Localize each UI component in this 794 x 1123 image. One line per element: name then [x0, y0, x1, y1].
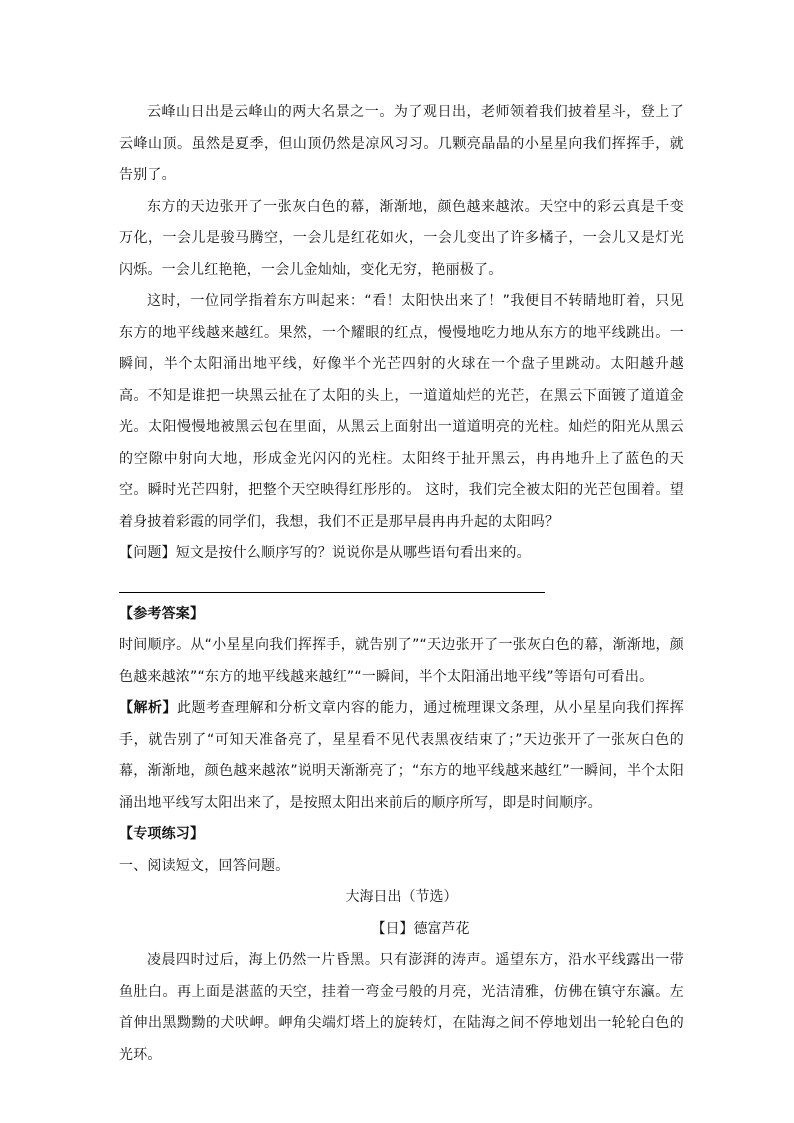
article-author: 【日】德富芦花: [371, 920, 470, 937]
passage-paragraph-1: 云峰山日出是云峰山的两大名景之一。为了观日出，老师领着我们披着星斗，登上了云峰山顶。虽然是夏季，但山顶仍然是凉风习习。几颗亮晶晶的小星星向我们挥挥手，就告别了。: [119, 104, 684, 183]
passage-paragraph-2: 东方的天边张开了一张灰白色的幕，渐渐地，颜色越来越浓。天空中的彩云真是千变万化，一会儿是骏马腾空，一会儿是红花如火，一会儿变出了许多橘子，一会儿又是灯光闪烁。一会儿红艳艳，一会儿金灿灿，变化无穷，艳丽极了。: [119, 198, 684, 278]
analysis-label: 【解析】: [119, 700, 177, 716]
practice-heading: 【专项练习】: [119, 826, 205, 842]
question-text: 短文是按什么顺序写的？说说你是从哪些语句看出来的。: [175, 545, 531, 561]
practice-instruction: 一、阅读短文，回答问题。: [119, 857, 290, 874]
article-paragraph: 凌晨四时过后，海上仍然一片昏黑。只有澎湃的涛声。遥望东方，沿水平线露出一带鱼肚白。再上面是湛蓝的天空，挂着一弯金弓般的月亮，光洁清雅，仿佛在镇守东瀛。左首伸出黑黝黝的犬吠岬。岬角尖端灯塔上的旋转灯，在陆海之间不停地划出一轮轮白色的光环。: [119, 952, 684, 1063]
analysis-text: 此题考查理解和分析文章内容的能力，通过梳理课文条理，从小星星向我们挥挥手，就告别了“可知天准备亮了，星星看不见代表黑夜结束了；”天边张开了一张灰白色的幕，渐渐地，颜色越来越浓”说明天渐渐亮了；“东方的地平线越来越红”一瞬间，半个太阳涌出地平线写太阳出来了，是按照太阳出来前后的顺序所写，即是时间顺序。: [119, 700, 684, 811]
document-page: [119, 97, 684, 1071]
reference-answer: 时间顺序。从“小星星向我们挥挥手，就告别了”“天边张开了一张灰白色的幕，渐渐地，颜色越来越浓”“东方的地平线越来越红”“一瞬间，半个太阳涌出地平线”等语句可看出。: [119, 637, 684, 685]
question: [119, 538, 684, 570]
passage-paragraph-3: 这时，一位同学指着东方叫起来：“看！太阳快出来了！”我便目不转睛地盯着，只见东方的地平线越来越红。果然，一个耀眼的红点，慢慢地吃力地从东方的地平线跳出。一瞬间，半个太阳涌出地平线，好像半个光芒四射的火球在一个盘子里跳动。太阳越升越高。不知是谁把一块黑云扯在了太阳的头上，一道道灿烂的光芒，在黑云下面镀了道道金光。太阳慢慢地被黑云包在里面，从黑云上面射出一道道明亮的光柱。灿烂的阳光从黑云的空隙中射向大地，形成金光闪闪的光柱。太阳终于扯开黑云，冉冉地升上了蓝色的天空。瞬时光芒四射，把整个天空映得红彤彤的。 这时，我们完全被太阳的光芒包围着。望着身披着彩霞的同学们，我想，我们不正是那早晨冉冉升起的太阳吗？: [119, 293, 684, 530]
answer-blank-line[interactable]: [119, 592, 545, 593]
reference-heading: 【参考答案】: [119, 605, 205, 622]
article-title: 大海日出（节选）: [345, 889, 458, 905]
analysis: [119, 693, 684, 819]
question-label: 【问题】: [119, 545, 176, 561]
